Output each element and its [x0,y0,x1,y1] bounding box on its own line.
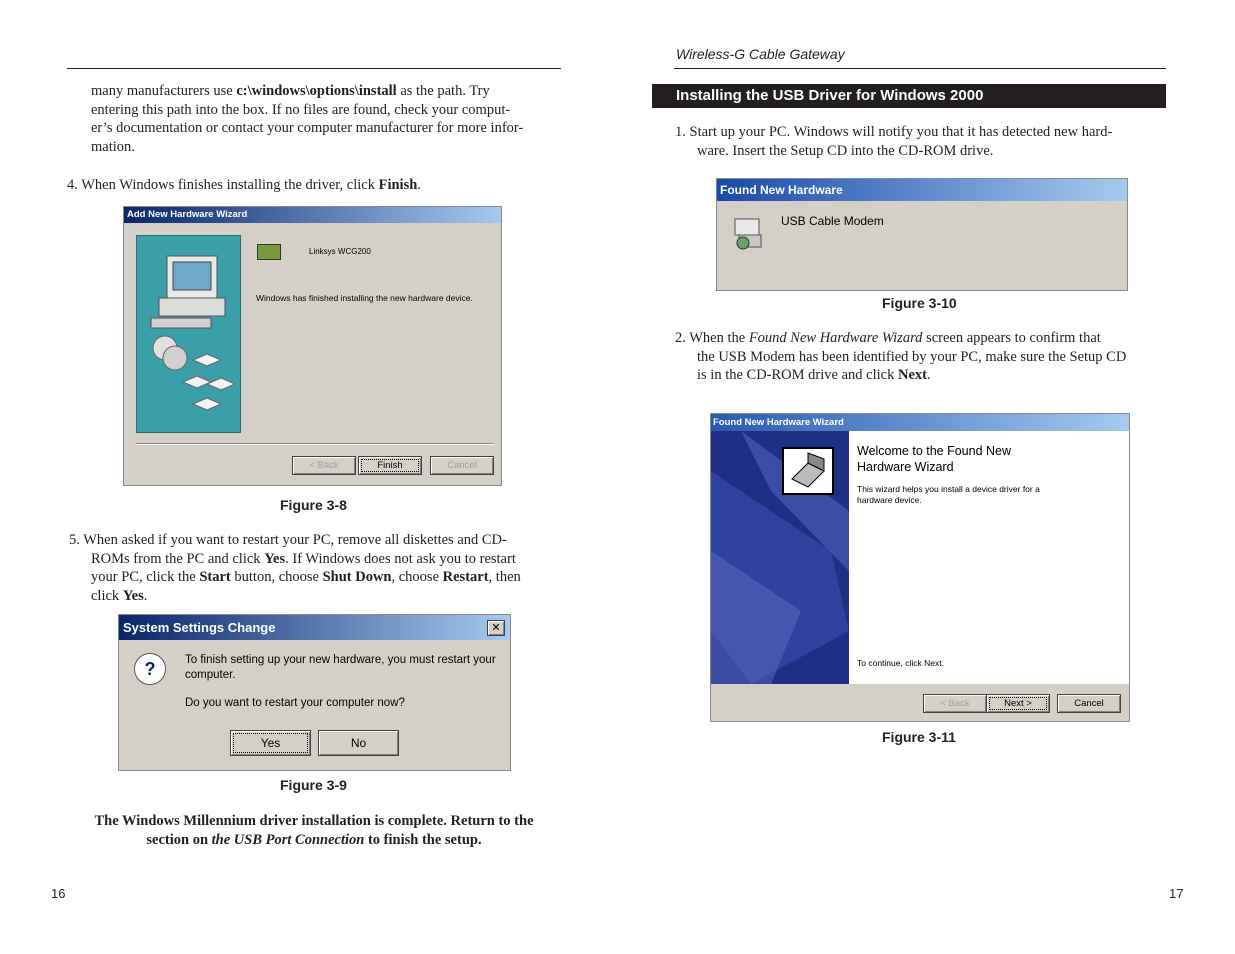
yes-button[interactable]: Yes [230,730,311,756]
step-4: 4. When Windows finishes installing the driver, click Finish. [67,177,421,193]
back-button[interactable]: < Back [292,456,356,475]
dialog-title-bar: System Settings Change [119,615,510,640]
cancel-button[interactable]: Cancel [1057,694,1121,713]
hardware-box-icon [782,447,834,495]
restart-question: Do you want to restart your computer now? [185,697,405,709]
step-1: 1. Start up your PC. Windows will notify you that it has detected new hard- ware. Insert the Setup CD into the CD-ROM drive. [675,124,1113,159]
running-header: Wireless-G Cable Gateway [676,46,845,62]
restart-message: To finish setting up your new hardware, you must restart your computer. [185,654,496,681]
detected-device-name: USB Cable Modem [781,214,884,228]
no-button[interactable]: No [318,730,399,756]
figure-3-10-caption: Figure 3-10 [882,295,957,311]
device-chip-icon [257,244,281,260]
computer-illustration-icon [137,236,240,432]
figure-3-9-caption: Figure 3-9 [280,777,347,793]
question-icon: ? [134,653,166,685]
wizard-description: This wizard helps you install a device driver for a hardware device. [857,484,1040,505]
figure-add-new-hardware-wizard [123,206,502,486]
right-page-number: 17 [1169,886,1184,901]
step-5: 5. When asked if you want to restart your PC, remove all diskettes and CD- ROMs from the PC and click Yes. If Windows does not ask you to restart your PC, click the Start button, choose Shut Down, choose Restart, then click Yes. [69,532,521,604]
intro-paragraph: many manufacturers use c:\windows\options\install as the path. Try entering this path into the box. If no files are found, check your comput- er’s documentation or contact your computer manufacturer for more infor- mation. [91,83,524,155]
hardware-icon [729,213,769,253]
figure-system-settings-change-dialog [118,614,511,771]
device-name: Linksys WCG200 [309,247,371,256]
section-title: Installing the USB Driver for Windows 2000 [676,87,984,104]
wizard-teal-panel [136,235,241,433]
figure-3-8-caption: Figure 3-8 [280,497,347,513]
popup-title-bar: Found New Hardware [717,179,1127,201]
cancel-button[interactable]: Cancel [430,456,494,475]
continue-instruction: To continue, click Next. [857,658,944,668]
figure-found-new-hardware-wizard [710,413,1130,722]
wizard-finished-message: Windows has finished installing the new hardware device. [256,293,473,303]
left-header-rule [67,68,561,69]
finish-button[interactable]: Finish [358,456,422,475]
close-icon[interactable]: ✕ [487,620,505,636]
right-header-rule [674,68,1166,69]
figure-3-11-caption: Figure 3-11 [882,729,956,745]
next-button[interactable]: Next > [986,694,1050,713]
section-title-bar [652,84,1166,108]
wizard2000-title-bar: Found New Hardware Wizard [711,414,1129,431]
welcome-heading: Welcome to the Found New Hardware Wizard [857,444,1012,474]
back-button[interactable]: < Back [923,694,987,713]
figure-found-new-hardware-popup [716,178,1128,291]
wizard-side-graphic [711,431,849,684]
left-page-number: 16 [51,886,66,901]
step-2: 2. When the Found New Hardware Wizard screen appears to confirm that the USB Modem has been identified by your PC, make sure the Setup CD is in the CD-ROM drive and click Next. [675,330,1127,383]
closing-note: The Windows Millennium driver installation is complete. Return to the section on the USB Port Connection to finish the setup. [94,813,534,848]
wizard-separator [136,443,494,444]
wizard-title-bar: Add New Hardware Wizard [124,207,501,223]
